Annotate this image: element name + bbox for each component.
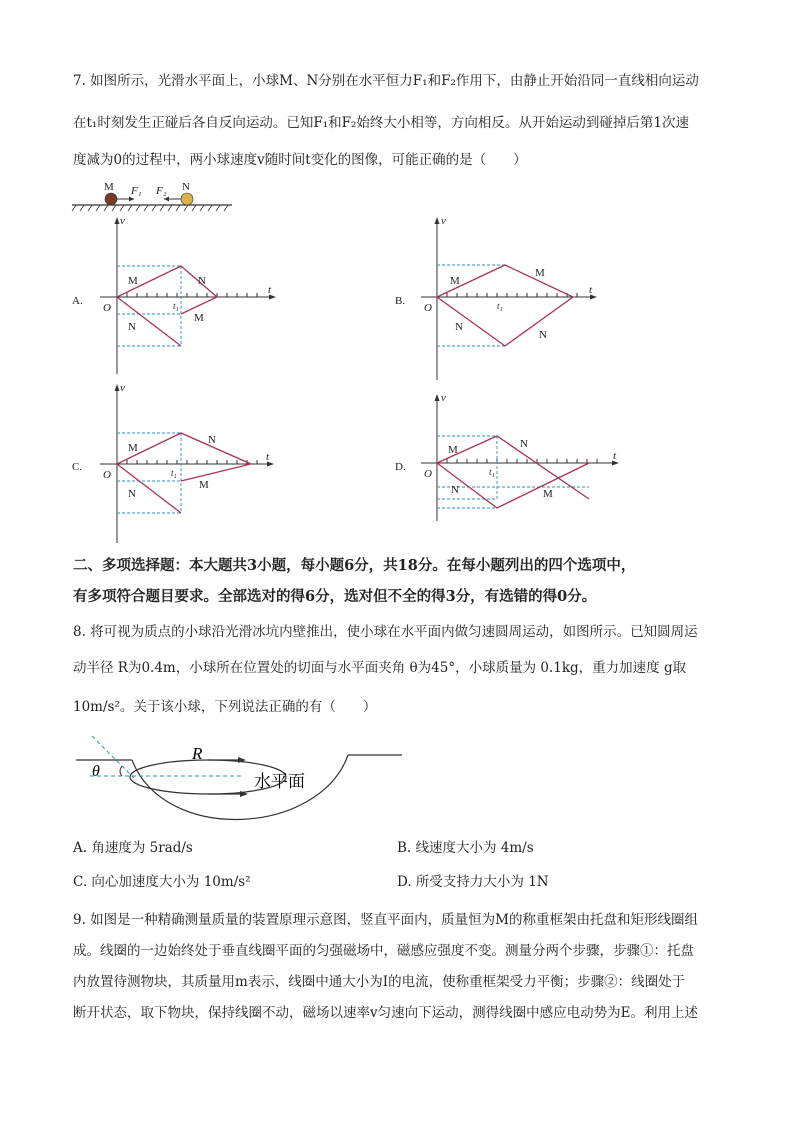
section2-line-2: 有多项符合题目要求。全部选对的得6分，选对但不全的得3分，有选错的得0分。: [73, 588, 597, 605]
svg-text:N: N: [455, 321, 463, 333]
q9-line-1: 9. 如图是一种精确测量质量的装置原理示意图，竖直平面内，质量恒为M的称重框架由托盘和矩形线圈组: [73, 912, 698, 928]
svg-text:O: O: [103, 469, 111, 481]
section2-line-1: 二、多项选择题：本大题共3小题，每小题6分，共18分。在每小题列出的四个选项中，: [73, 557, 636, 574]
svg-text:M: M: [450, 275, 460, 287]
graph-d: [393, 391, 633, 521]
q8-option-c: C. 向心加速度大小为 10m/s²: [73, 874, 251, 890]
svg-text:M: M: [199, 479, 209, 491]
option-d-label: D.: [395, 461, 406, 473]
q8-option-d: D. 所受支持力大小为 1N: [397, 874, 549, 890]
q7-line-3: 度减为0的过程中，两小球速度v随时间t变化的图像，可能正确的是（ ）: [73, 152, 527, 168]
option-a-label: A.: [72, 295, 83, 307]
graph-b: [393, 214, 613, 380]
svg-text:M: M: [128, 442, 138, 454]
q9-line-2: 成。线圈的一边始终处于垂直线圈平面的匀强磁场中，磁感应强度不变。测量分两个步骤，步骤①：托盘: [73, 943, 694, 959]
label-r: R: [192, 744, 203, 763]
ball-n: [181, 193, 193, 205]
q8-line-3: 10m/s²。关于该小球，下列说法正确的有（ ）: [73, 699, 377, 715]
svg-text:N: N: [198, 275, 206, 287]
svg-text:M: M: [194, 312, 204, 324]
svg-text:v: v: [441, 392, 446, 404]
svg-text:t₁: t₁: [497, 301, 503, 311]
svg-text:O: O: [424, 468, 432, 480]
q8-line-1: 8. 将可视为质点的小球沿光滑冰坑内壁推出，使小球在水平面内做匀速圆周运动，如图所示。已知圆周运: [73, 624, 698, 640]
svg-text:t₁: t₁: [489, 467, 495, 477]
q8-line-2: 动半径 R为0.4m，小球所在位置处的切面与水平面夹角 θ为45°，小球质量为 0.1kg，重力加速度 g取: [73, 660, 687, 676]
svg-text:N: N: [128, 321, 136, 333]
svg-text:M: M: [543, 488, 553, 500]
label-plane: 水平面: [254, 772, 305, 791]
svg-text:O: O: [424, 302, 432, 314]
svg-text:v: v: [120, 382, 125, 394]
q8-option-b: B. 线速度大小为 4m/s: [397, 840, 534, 856]
setup-label-f2: F₂: [156, 185, 167, 197]
svg-text:N: N: [451, 484, 459, 496]
option-c-label: C.: [72, 461, 83, 473]
setup-label-n: N: [182, 181, 190, 193]
svg-text:t₁: t₁: [171, 468, 177, 478]
q8-bowl-figure: [70, 730, 410, 822]
setup-label-m: M: [104, 181, 114, 193]
svg-text:M: M: [128, 275, 138, 287]
svg-text:M: M: [535, 267, 545, 279]
q7-setup-figure: [68, 178, 238, 214]
graph-c: [70, 381, 290, 543]
svg-text:O: O: [103, 302, 111, 314]
label-theta: θ: [92, 763, 100, 780]
svg-text:t: t: [266, 451, 270, 463]
svg-text:v: v: [441, 215, 446, 227]
q8-option-a: A. 角速度为 5rad/s: [73, 840, 193, 856]
ball-m: [105, 193, 117, 205]
q7-line-1: 7. 如图所示，光滑水平面上，小球M、N分别在水平恒力F₁和F₂作用下，由静止开始沿同一直线相向运动: [73, 73, 699, 89]
q7-line-2: 在t₁时刻发生正碰后各自反向运动。已知F₁和F₂始终大小相等，方向相反。从开始运动到碰掉后第1次速: [73, 115, 689, 131]
svg-text:t: t: [268, 284, 272, 296]
svg-text:t: t: [613, 450, 617, 462]
setup-label-f1: F₁: [131, 185, 142, 197]
svg-text:N: N: [539, 329, 547, 341]
q9-line-4: 断开状态，取下物块，保持线圈不动，磁场以速率v匀速向下运动，测得线圈中感应电动势为E。利用上述: [73, 1005, 698, 1021]
q9-line-3: 内放置待测物块，其质量用m表示，线圈中通大小为I的电流，使称重框架受力平衡；步骤②：线圈处于: [73, 974, 686, 990]
svg-text:M: M: [448, 444, 458, 456]
option-b-label: B.: [395, 295, 406, 307]
svg-text:v: v: [120, 215, 125, 227]
svg-text:N: N: [520, 438, 528, 450]
svg-text:N: N: [128, 488, 136, 500]
svg-text:N: N: [208, 434, 216, 446]
svg-text:t: t: [589, 284, 593, 296]
graph-a: [70, 214, 290, 374]
svg-text:t₁: t₁: [173, 301, 179, 311]
